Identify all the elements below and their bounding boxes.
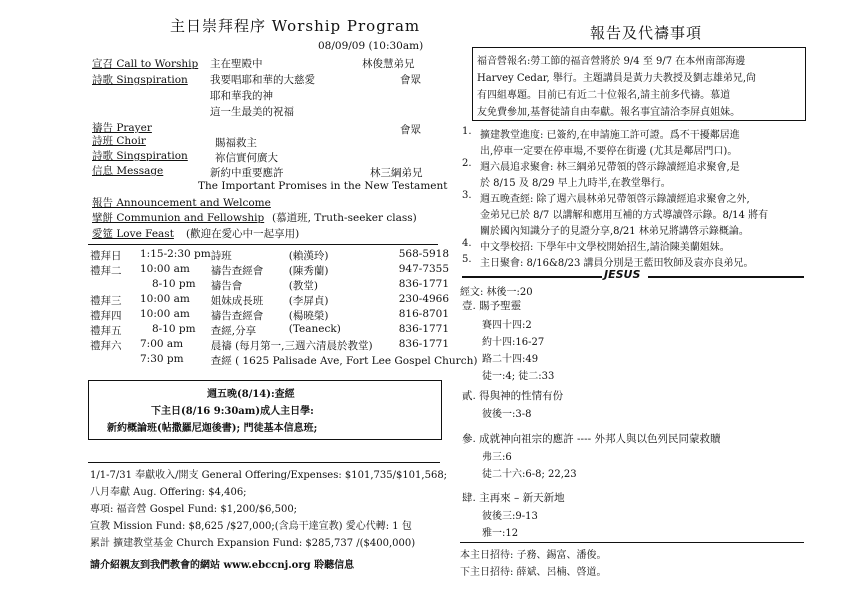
worship-program-title: 主日崇拜程序 Worship Program bbox=[170, 17, 421, 35]
schedule-phone: 947-7355 bbox=[398, 263, 450, 275]
notice-line: 下主日(8/16 9:30am)成人主日學: bbox=[151, 406, 314, 417]
item-line: 出,停車一定要在停車場,不要停在街邊 (尤其是鄰居門口)。 bbox=[480, 146, 738, 157]
table-row bbox=[90, 338, 477, 353]
finance-line: 專項: 福音營 Gospel Fund: $1,200/$6,500; bbox=[90, 504, 298, 515]
schedule-day: 禮拜二 bbox=[90, 265, 122, 277]
program-text: (歡迎在愛心中一起享用) bbox=[186, 228, 300, 240]
table-row bbox=[90, 278, 477, 293]
schedule-event: 查經 ( 1625 Palisade Ave, Fort Lee Gospel Church) bbox=[210, 355, 478, 367]
schedule-phone: 568-5918 bbox=[398, 248, 450, 260]
outline-verse: 約十四:16-27 bbox=[482, 337, 545, 348]
outline-heading: 參. 成就神向祖宗的應許 ---- 外邦人與以色列民同蒙救贖 bbox=[462, 433, 721, 445]
item-line: 週五晚查經: 除了週六晨林弟兄帶領啓示錄讀經追求聚會之外, bbox=[480, 194, 750, 205]
schedule-event: 查經,分享 bbox=[210, 325, 257, 337]
item-line: 金弟兄已於 8/7 以講解和應用互補的方式導讀啓示錄。8/14 將有 bbox=[480, 210, 769, 221]
schedule-day: 禮拜日 bbox=[90, 250, 122, 262]
program-label: 宣召 Call to Worship bbox=[92, 58, 199, 70]
schedule-day bbox=[90, 278, 140, 293]
scripture-reference: 經文: 林後一:20 bbox=[460, 287, 533, 298]
table-row bbox=[90, 323, 477, 338]
program-text: (慕道班, Truth-seeker class) bbox=[272, 212, 417, 224]
schedule-leader: (李屏貞) bbox=[288, 295, 329, 307]
website-footer: 請介紹親友到我們教會的網站 www.ebccnj.org 聆聽信息 bbox=[90, 560, 355, 571]
program-text: 我要唱耶和華的大慈愛 bbox=[210, 74, 315, 86]
schedule-day: 禮拜四 bbox=[90, 310, 122, 322]
table-row bbox=[90, 263, 477, 278]
divider bbox=[88, 244, 438, 245]
schedule-day: 禮拜六 bbox=[90, 340, 122, 352]
finance-line: 宣教 Mission Fund: $8,625 /$27,000;(含烏干達宣教) 愛心代轉: 1 包 bbox=[90, 521, 412, 532]
outline-heading: 肆. 主再來 – 新天新地 bbox=[462, 492, 565, 504]
item-line: 主日聚會: 8/16&8/23 講員分別是王藍田牧師及袁亦良弟兄。 bbox=[480, 258, 754, 269]
table-row bbox=[90, 308, 477, 323]
item-line: 關於國內知識分子的見證分享,8/21 林弟兄將講啓示錄概論。 bbox=[480, 226, 749, 237]
outline-verse: 路二十四:49 bbox=[482, 354, 539, 365]
program-label: 詩歌 Singspiration bbox=[92, 74, 188, 86]
program-text: 耶和華我的神 bbox=[210, 90, 273, 102]
weekly-notice-box bbox=[88, 380, 442, 440]
item-number: 3. bbox=[462, 190, 472, 201]
schedule-time: 7:00 am bbox=[140, 338, 184, 350]
outline-verse: 徒二十六:6-8; 22,23 bbox=[482, 469, 577, 480]
divider bbox=[648, 276, 804, 278]
gospel-camp-line: Harvey Cedar, 舉行。主題講員是黃力夫教授及劉志雄弟兄,尙 bbox=[477, 73, 757, 84]
divider bbox=[460, 542, 804, 543]
announcements-title: 報告及代禱事項 bbox=[590, 24, 703, 42]
finance-line: 八月奉獻 Aug. Offering: $4,406; bbox=[90, 487, 247, 498]
outline-verse: 彼後一:3-8 bbox=[482, 409, 532, 420]
schedule-phone: 836-1771 bbox=[398, 278, 450, 290]
schedule-time: 10:00 am bbox=[140, 263, 190, 275]
outline-verse: 弗三:6 bbox=[482, 452, 512, 463]
program-text: 新約中重要應許 bbox=[210, 167, 284, 179]
outline-verse: 賽四十四:2 bbox=[482, 320, 532, 331]
schedule-time: 1:15-2:30 pm bbox=[140, 248, 211, 260]
table-row bbox=[90, 353, 477, 368]
outline-heading: 貳. 得與神的性情有份 bbox=[462, 390, 564, 402]
program-text: 主在聖殿中 bbox=[210, 58, 263, 70]
table-row bbox=[90, 248, 477, 263]
schedule-event: 詩班 bbox=[210, 250, 232, 262]
divider bbox=[462, 276, 602, 278]
item-line: 中文學校招: 下學年中文學校開始招生,請洽陳美蘭姐妹。 bbox=[480, 242, 730, 253]
schedule-phone: 230-4966 bbox=[398, 293, 450, 305]
schedule-time: 8-10 pm bbox=[152, 278, 196, 290]
program-label: 信息 Message bbox=[92, 165, 164, 177]
item-line: 擴建教堂進度: 已簽約,在申請施工許可證。爲不干擾鄰居進 bbox=[480, 130, 740, 141]
schedule-leader: (Teaneck) bbox=[288, 323, 341, 335]
program-label: 詩歌 Singspiration bbox=[92, 150, 188, 162]
schedule-leader: (教堂) bbox=[288, 280, 318, 292]
program-text: 這一生最美的祝福 bbox=[210, 106, 294, 118]
outline-heading: 壹. 賜予聖靈 bbox=[462, 300, 522, 312]
program-label: 擘餅 Communion and Fellowship bbox=[92, 212, 265, 224]
program-date: 08/09/09 (10:30am) bbox=[318, 40, 424, 52]
item-number: 1. bbox=[462, 126, 472, 137]
gospel-camp-line: 福音營報名:勞工節的福音營將於 9/4 至 9/7 在本州南部海邊 bbox=[477, 56, 746, 67]
gospel-camp-box bbox=[472, 47, 806, 121]
schedule-time: 10:00 am bbox=[140, 293, 190, 305]
gospel-camp-line: 友免費參加,基督徒請自由奉獻。報名事宜請洽李屏貞姐妹。 bbox=[477, 107, 741, 118]
program-person: 林三綱弟兄 bbox=[370, 167, 423, 179]
schedule-phone: 836-1771 bbox=[398, 323, 450, 335]
program-text: 賜福救主 bbox=[215, 137, 257, 149]
schedule-phone: 816-8701 bbox=[398, 308, 450, 320]
program-label: 詩班 Choir bbox=[92, 135, 146, 147]
schedule-event: 禱告查經會 bbox=[210, 265, 264, 277]
item-line: 週六晨追求聚會: 林三綱弟兄帶領的啓示錄讀經追求聚會,是 bbox=[480, 162, 740, 173]
schedule-leader: (賴漢玲) bbox=[288, 250, 329, 262]
program-label: 禱告 Prayer bbox=[92, 122, 152, 134]
schedule-event: 禱告會 bbox=[210, 280, 243, 292]
hosts-this-week: 本主日招待: 子務、錫富、潘俊。 bbox=[460, 550, 607, 561]
outline-verse: 雅一:12 bbox=[482, 528, 519, 539]
program-text: 祢信實何廣大 bbox=[215, 152, 278, 164]
schedule-event: 晨禱 (每月第一,三週六清晨於教堂) bbox=[210, 340, 373, 352]
finance-line: 1/1-7/31 奉獻收入/開支 General Offering/Expenses: $101,735/$101,568; bbox=[90, 470, 448, 481]
schedule-leader: (陳秀蘭) bbox=[288, 265, 329, 277]
schedule-event: 姐妹成長班 bbox=[210, 295, 264, 307]
schedule-time: 7:30 pm bbox=[140, 353, 184, 365]
schedule-time: 8-10 pm bbox=[152, 323, 196, 335]
weekly-schedule bbox=[90, 248, 477, 368]
item-line: 於 8/15 及 8/29 早上九時半,在教堂舉行。 bbox=[480, 178, 671, 189]
notice-line: 週五晚(8/14):查經 bbox=[207, 389, 295, 400]
program-person: 會眾 bbox=[400, 74, 421, 86]
schedule-phone: 836-1771 bbox=[398, 338, 450, 350]
gospel-camp-line: 有四組專題。目前已有近二十位報名,請主前多代禱。慕道 bbox=[477, 90, 731, 101]
program-person: 林俊慧弟兄 bbox=[362, 58, 415, 70]
item-number: 5. bbox=[462, 254, 472, 265]
schedule-day: 禮拜五 bbox=[90, 325, 122, 337]
program-label: 愛筵 Love Feast bbox=[92, 228, 174, 240]
table-row bbox=[90, 293, 477, 308]
program-text: The Important Promises in the New Testament bbox=[198, 180, 448, 192]
program-person: 會眾 bbox=[400, 124, 421, 136]
item-number: 4. bbox=[462, 238, 472, 249]
notice-line: 新約概論班(帖撒羅尼迦後書); 門徒基本信息班; bbox=[107, 423, 318, 434]
schedule-time: 10:00 am bbox=[140, 308, 190, 320]
finance-line: 累計 擴建教堂基金 Church Expansion Fund: $285,737 /($400,000) bbox=[90, 538, 416, 549]
outline-verse: 彼後三:9-13 bbox=[482, 511, 538, 522]
jesus-label: JESUS bbox=[604, 268, 641, 281]
hosts-next-week: 下主日招待: 薛斌、呂楠、啓道。 bbox=[460, 567, 607, 578]
schedule-day: 禮拜三 bbox=[90, 295, 122, 307]
divider bbox=[88, 462, 440, 463]
outline-verse: 徒一:4; 徒二:33 bbox=[482, 371, 555, 382]
program-label: 報告 Announcement and Welcome bbox=[92, 197, 271, 209]
schedule-event: 禱告查經會 bbox=[210, 310, 264, 322]
item-number: 2. bbox=[462, 158, 472, 169]
schedule-day bbox=[90, 353, 140, 368]
schedule-leader: (楊曉榮) bbox=[288, 310, 329, 322]
